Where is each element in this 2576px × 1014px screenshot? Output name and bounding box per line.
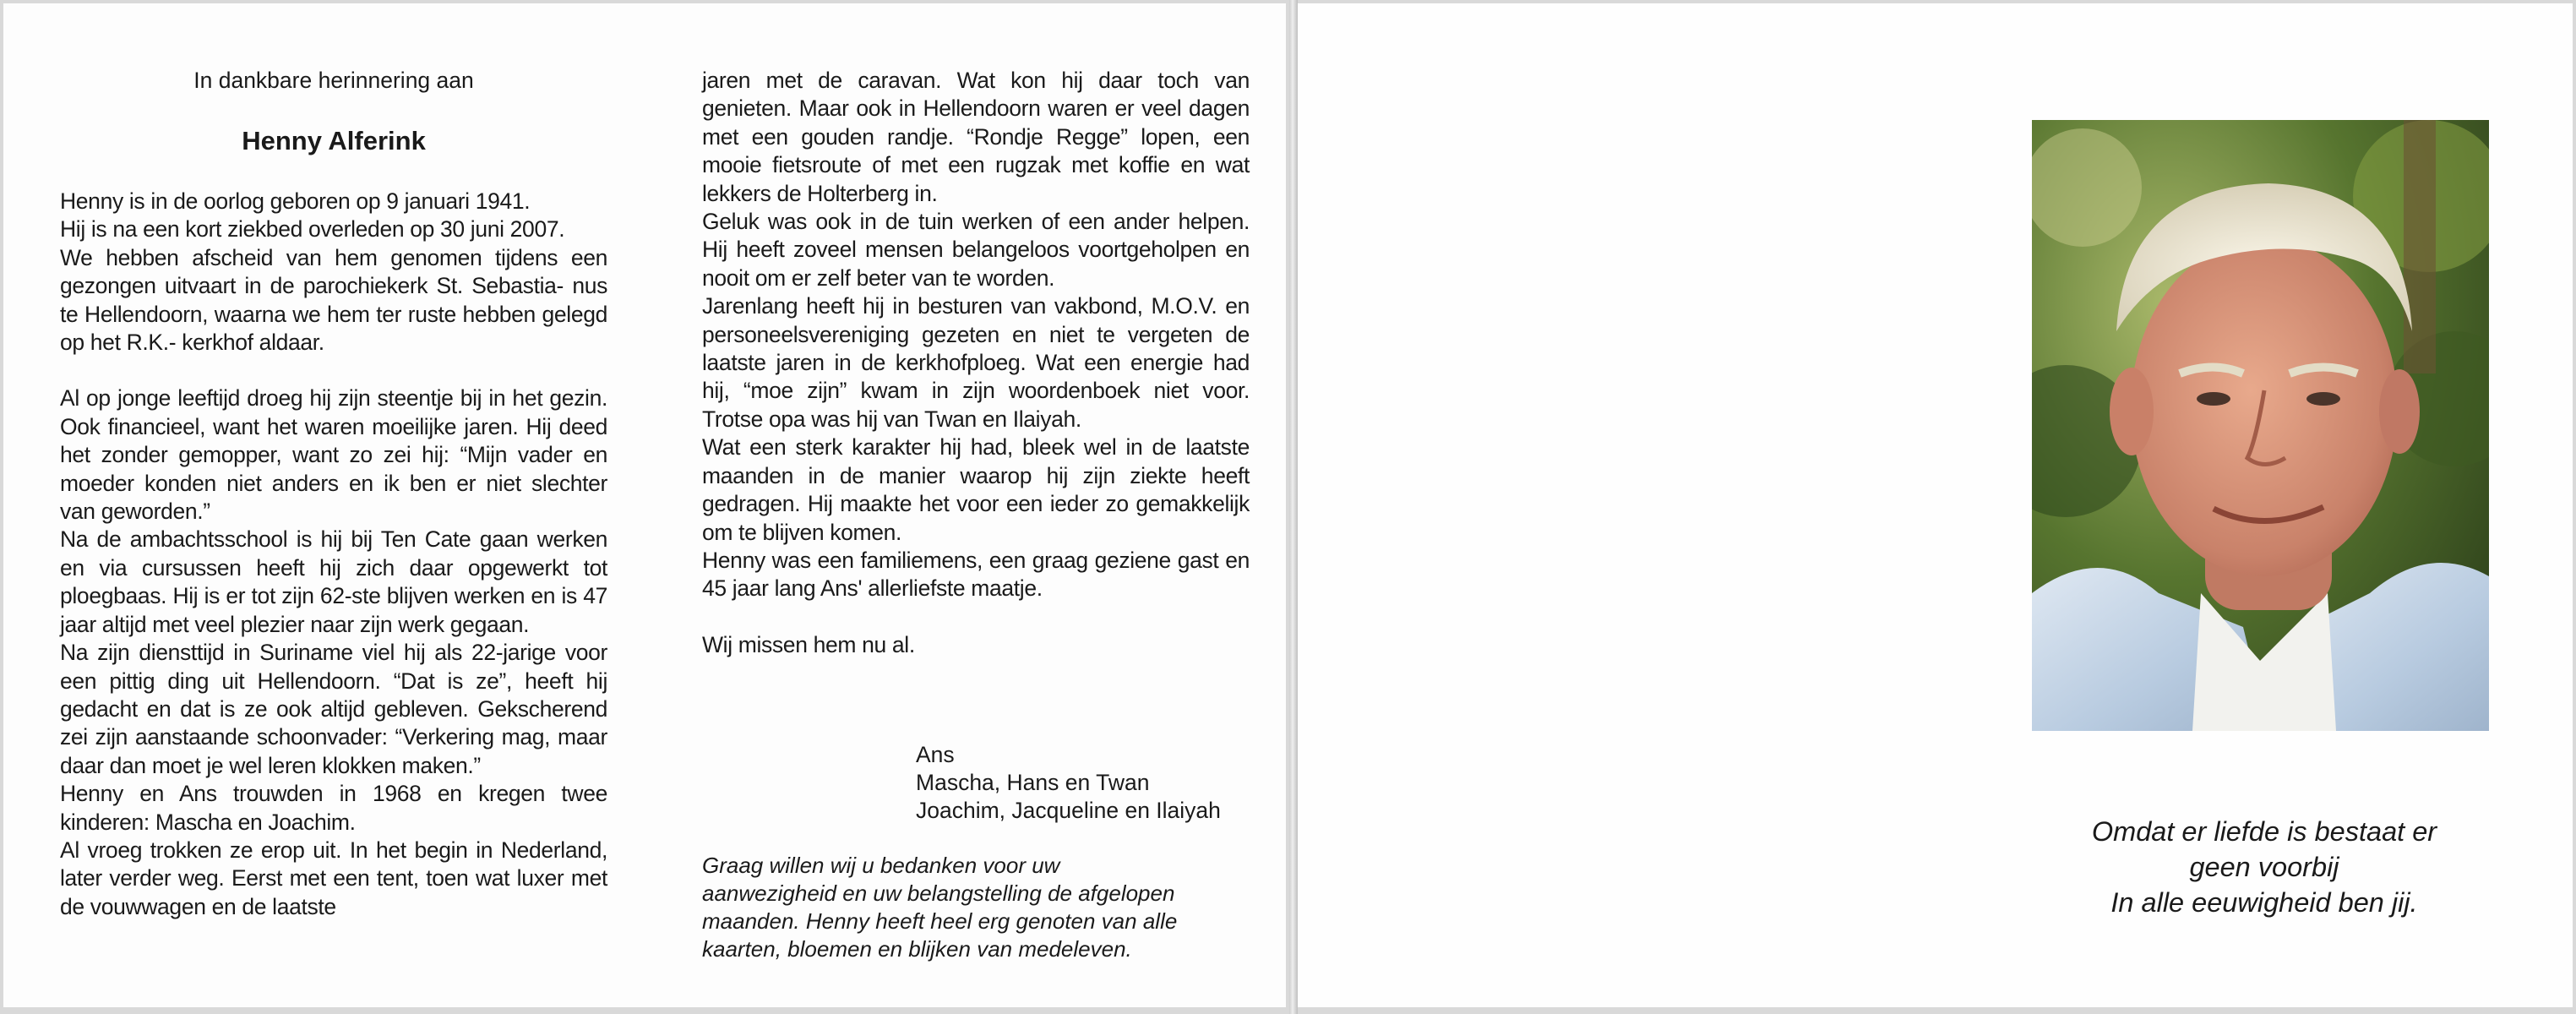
quote-line: In alle eeuwigheid ben jij.: [2110, 887, 2418, 918]
paragraph: Henny was een familiemens, een graag geziene gast en 45 jaar lang Ans' allerliefste maatje.: [702, 547, 1250, 602]
signature-line: Joachim, Jacqueline en Ilaiyah: [916, 798, 1221, 823]
paragraph: Na zijn diensttijd in Suriname viel hij als 22-jarige voor een pittig ding uit Hellendoorn. “Dat is ze”, heeft hij gedacht en dat is ze ook altijd gebleven. Gekscherend zei zijn aanstaande schoonvader: “Verkering mag, maar daar dan moet je wel leren klokken maken.”: [60, 640, 607, 778]
thank-you-note: [702, 852, 1250, 963]
portrait-photo: [2032, 120, 2489, 731]
intro-line: In dankbare herinnering aan: [193, 68, 474, 93]
thanks-line: kaarten, bloemen en blijken van medeleven.: [702, 936, 1132, 962]
quote-line: Omdat er liefde is bestaat er: [2091, 816, 2437, 847]
memorial-quote: [2011, 814, 2518, 920]
family-signatures: [916, 741, 1221, 825]
deceased-name: Henny Alferink: [242, 126, 426, 155]
paragraph: Henny is in de oorlog geboren op 9 januari 1941.: [60, 188, 531, 214]
signature-line: Mascha, Hans en Twan: [916, 770, 1150, 795]
portrait-illustration: [2032, 120, 2489, 731]
paragraph-spacer: [60, 357, 607, 384]
paragraph: Al vroeg trokken ze erop uit. In het begin in Nederland, later verder weg. Eerst met een tent, toen wat luxer met de vouwwagen en de laatste: [60, 837, 607, 919]
text-column-left: [60, 188, 607, 921]
paragraph-spacer: [702, 603, 1250, 631]
text-column-middle: [702, 67, 1250, 659]
closing-line: Wij missen hem nu al.: [702, 631, 915, 657]
paragraph: Geluk was ook in de tuin werken of een ander helpen. Hij heeft zoveel mensen belangeloos voortgeholpen en nooit om er zelf beter van te worden.: [702, 209, 1250, 291]
quote-line: geen voorbij: [2189, 852, 2339, 882]
paragraph: Na de ambachtsschool is hij bij Ten Cate gaan werken en via cursussen heeft hij zich daar opgewerkt tot ploegbaas. Hij is er tot zijn 62-ste blijven werken en is 47 jaar altijd met veel plezier naar zijn werk gegaan.: [60, 526, 607, 637]
paragraph: Jarenlang heeft hij in besturen van vakbond, M.O.V. en personeelsvereniging gezeten en niet te vergeten de laatste jaren in de kerkhofploeg. Wat een energie had hij, “moe zijn” kwam in zijn woordenboek niet voor. Trotse opa was hij van Twan en Ilaiyah.: [702, 293, 1250, 432]
thanks-line: Graag willen wij u bedanken voor uw: [702, 853, 1060, 878]
signature-line: Ans: [916, 742, 955, 767]
card-fold: [1289, 0, 1298, 1014]
paragraph: jaren met de caravan. Wat kon hij daar toch van genieten. Maar ook in Hellendoorn waren er veel dagen met een gouden randje. “Rondje Regge” lopen, een mooie fietsroute of met een rugzak met koffie en wat lekkers de Holterberg in.: [702, 68, 1250, 206]
paragraph: We hebben afscheid van hem genomen tijdens een gezongen uitvaart in de parochiekerk St. Sebastia- nus te Hellendoorn, waarna we hem ter ruste hebben gelegd op het R.K.- kerkhof aldaar.: [60, 244, 607, 356]
thanks-line: aanwezigheid en uw belangstelling de afgelopen: [702, 880, 1175, 906]
paragraph: Hij is na een kort ziekbed overleden op 30 juni 2007.: [60, 216, 565, 243]
paragraph: Henny en Ans trouwden in 1968 en kregen twee kinderen: Mascha en Joachim.: [60, 781, 607, 835]
card-inner-left-panel: [3, 3, 1286, 1007]
thanks-line: maanden. Henny heeft heel erg genoten van alle: [702, 908, 1178, 934]
paragraph: Wat een sterk karakter hij had, bleek wel in de laatste maanden in de manier waarop hij zijn ziekte heeft gedragen. Hij maakte het voor een ieder zo gemakkelijk om te blijven komen.: [702, 434, 1250, 545]
paragraph: Al op jonge leeftijd droeg hij zijn steentje bij in het gezin. Ook financieel, want het waren moeilijke jaren. Hij deed het zonder gemopper, want zo zei hij: “Mijn vader en moeder konden niet anders en ik ben er niet slechter van geworden.”: [60, 385, 607, 525]
